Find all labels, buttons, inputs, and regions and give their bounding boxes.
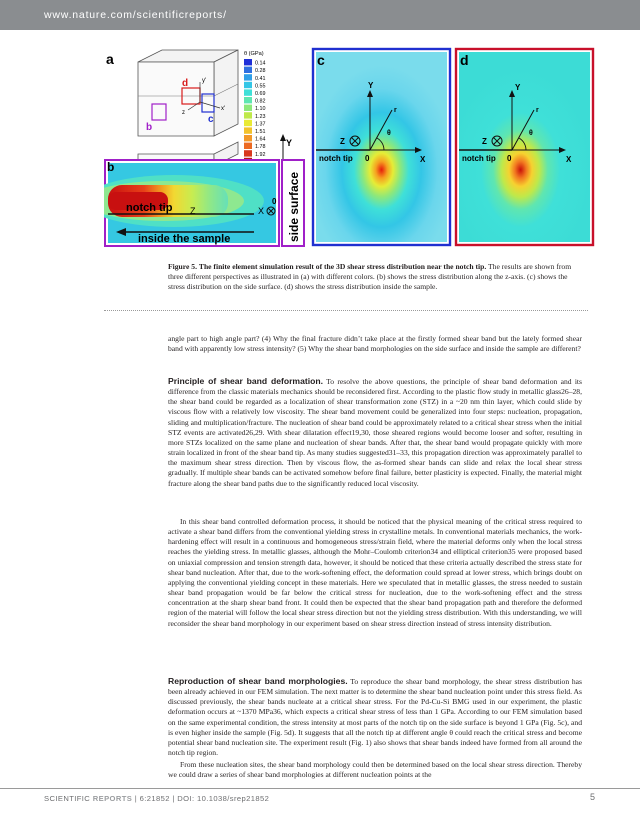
legend-swatch [244,74,252,80]
legend-swatch [244,59,252,65]
legend-value: 1.92 [255,151,266,158]
legend-swatch [244,143,252,149]
panel-c-notch-tip: notch tip [319,154,353,163]
panel-c-x-axis: X [420,155,426,164]
panel-a [106,50,238,166]
header-bar [0,0,640,30]
panel-d-r: r [536,107,539,114]
legend-value: 0.28 [255,68,266,75]
panel-c-label: c [317,52,325,68]
panel-a-d-label: d [182,78,189,89]
legend-value: 1.37 [255,121,266,128]
panel-d-x-axis: X [566,155,572,164]
legend-swatch [244,105,252,111]
panel-c-r: r [394,107,397,114]
panel-a-x-axis: x' [221,106,226,112]
section2-title: Reproduction of shear band morphologies. [168,676,348,686]
panel-a-y-axis: y' [202,78,207,84]
figure-5 [104,46,604,252]
panel-b-origin: 0 [272,197,277,206]
section2-paragraph1: To reproduce the shear band morphology, the shear stress distribution has been already achieved in our FEM simulation. The next matter is to determine the shear band nucleation point under this stress field. As discussed previously, the shear bands nucleate at a critical shear stress. For the Pd-Cu-Si BMG used in our experiment, the plastic deformation occurs at ~1370 MPa36, which expects a critical shear stress of less than 1 GPa. According to our FEM simulation based on the same experimental condition, the stress intensity at most parts of the notch tip on the side surface is beyond 1 GPa (Fig. 5c), and is even higher inside the sample (Fig. 5d). It suggests that all the notch tip at different angle θ could reach the critical stress and become potential shear band nucleation site. The experiment result (Fig. 1) also shows that shear bands indeed have formed from all around the notch tip region. [168,677,582,758]
footer-divider [0,788,640,789]
section-shear-reproduction [168,676,582,758]
panel-d [456,49,593,245]
page-number: 5 [590,792,596,802]
legend-swatch [244,82,252,88]
legend-swatch [244,127,252,133]
section1-paragraph1: To resolve the above questions, the principle of shear band deformation and its difference from the classic materials mechanics should be reconsidered first. According to the plastic flow study in metallic glass26–28, the shear band could be regarded as a localization of shear transformation zone (STZ) in a ~20 nm thin layer, which could slide by viscous flow with a relatively low viscosity. The shear band movement could be generalized into four steps: nucleation, propagation, sliding and multiplication/fracture. The nucleation of shear band could be approximately related to a critical shear stress when the initial STZ events are activated26,29. With shear dilatation effect19,30, those sheared regions would become looser and softer, resulting in more STZs localized on the same plane and nucleation of shear bands. After that, the shear band would propagate quickly with more strain localized in front of the shear band tip. As many studies suggested31–33, this propagation direction was approximately parallel to the maximum shear stress direction. Then by viscous flow, the as-formed shear bands can slide and relax the local shear stress gradually. If multiple shear bands can be activated somehow before final failure, better plasticity is expected. Finally, the material might fracture along the shear band paths due to the significantly reduced local viscosity. [168,377,582,488]
panel-c [313,49,450,245]
panel-d-origin: 0 [507,154,512,163]
panel-b-x-axis: X [258,206,265,216]
legend-value: 0.14 [255,60,266,67]
figure-caption [168,262,582,292]
panel-b-label: b [107,160,115,174]
legend-swatch [244,67,252,73]
panel-a-z-axis: z [182,110,185,116]
legend-value: 1.10 [255,106,266,113]
legend-value: 0.55 [255,83,266,90]
panel-d-theta: θ [529,130,533,137]
panel-a-c-label: c [208,114,214,125]
panel-d-notch-tip: notch tip [462,154,496,163]
legend-title: θ (GPa) [244,51,264,57]
panel-c-z-axis: Z [340,137,345,146]
legend-value: 1.51 [255,129,266,135]
legend-value: 0.69 [255,91,266,97]
panel-d-label: d [460,52,469,68]
panel-b [104,134,304,246]
caption-divider [104,310,588,311]
legend-value: 1.64 [255,136,266,143]
journal-name-light: SCIENTIFIC [44,794,91,803]
legend-value: 1.78 [255,144,266,151]
panel-d-y-axis: Y [515,83,521,92]
panel-c-y-axis: Y [368,81,374,90]
legend-swatch [244,120,252,126]
journal-url[interactable]: www.nature.com/scientificreports/ [44,9,227,21]
section2-paragraph2: From these nucleation sites, the shear band morphology could then be determined based on the local shear stress direction. Thereby we could draw a series of shear band morphologies at different nucleation points at the [168,760,582,780]
legend-swatch [244,112,252,118]
footer-citation [44,794,269,803]
panel-c-theta: θ [387,130,391,137]
panel-b-y-axis: Y [286,138,293,148]
legend-swatch [244,150,252,156]
section1-title: Principle of shear band deformation. [168,376,323,386]
legend-value: 1.23 [255,113,266,120]
legend-swatch [244,97,252,103]
journal-name-bold: REPORTS [92,794,133,803]
panel-b-z-axis: Z [190,206,196,216]
intro-paragraph: angle part to high angle part? (4) Why the final fracture didn’t take place at the firstly formed shear band but the lately formed shear band with apparently low stress intensity? (5) Why the shear band morphologies on the side surface and inside the sample are different? [168,334,582,354]
panel-b-notch-tip: notch tip [126,202,173,214]
section1-paragraph2: In this shear band controlled deformation process, it should be noticed that the physical meaning of the critical stress required to activate a shear band differs from the conventional yielding stress in crystalline metals. In conventional materials mechanics, the work-hardening effect will result in a continuous and homogeneous stress/strain field, where the material deforms only when the local stress reaches the yielding stress. In metallic glasses, although the Mohr–Coulomb criterion34 and elliptical criterion35 were proposed based on uniaxial compression and tension strength data, however, it should be noticed that these criteria actually described the stress state for shear band nucleation. After that, due to the work-softening effect, the deformation could spread at lower stress, which brings doubt on applying the conventional yielding concept in these materials. Here we speculated that in metallic glasses, the stress needed to sustain shear band propagation would be far below the critical stress for nucleation, due to the work-softening effect and the stress concentration at the sharp shear band front. It could then be expected that the shear band propagation path and therefore the deformed region of the material will follow the local shear stress direction but not the yielding stress distribution. With this understanding, we will reconsider the shear band morphology in our experiment based on shear stress direction instead of stress intensity distribution. [168,517,582,628]
legend-value: 0.82 [255,98,266,105]
section-shear-principle [168,376,582,489]
panel-d-z-axis: Z [482,137,487,146]
panel-b-side-surface: side surface [287,171,301,242]
stress-legend [244,51,266,165]
caption-label: Figure 5. [168,262,197,271]
panel-c-origin: 0 [365,154,370,163]
legend-swatch [244,89,252,95]
caption-text: The results are shown from three different perspectives as illustrated in (a) with different colors. (b) shows the stress distribution along the z-axis. (c) shows the stress distribution on the side surface. (d) shows the stress distribution inside the sample. [168,262,572,291]
caption-title: The finite element simulation result of the 3D shear stress distribution near the notch tip. [198,262,487,271]
panel-a-label: a [106,51,114,67]
legend-value: 0.41 [255,75,266,82]
panel-a-b-label: b [146,122,153,133]
citation-text[interactable]: | 6:21852 | DOI: 10.1038/srep21852 [134,794,270,803]
panel-b-inside-label: inside the sample [138,233,231,245]
legend-swatch [244,135,252,141]
